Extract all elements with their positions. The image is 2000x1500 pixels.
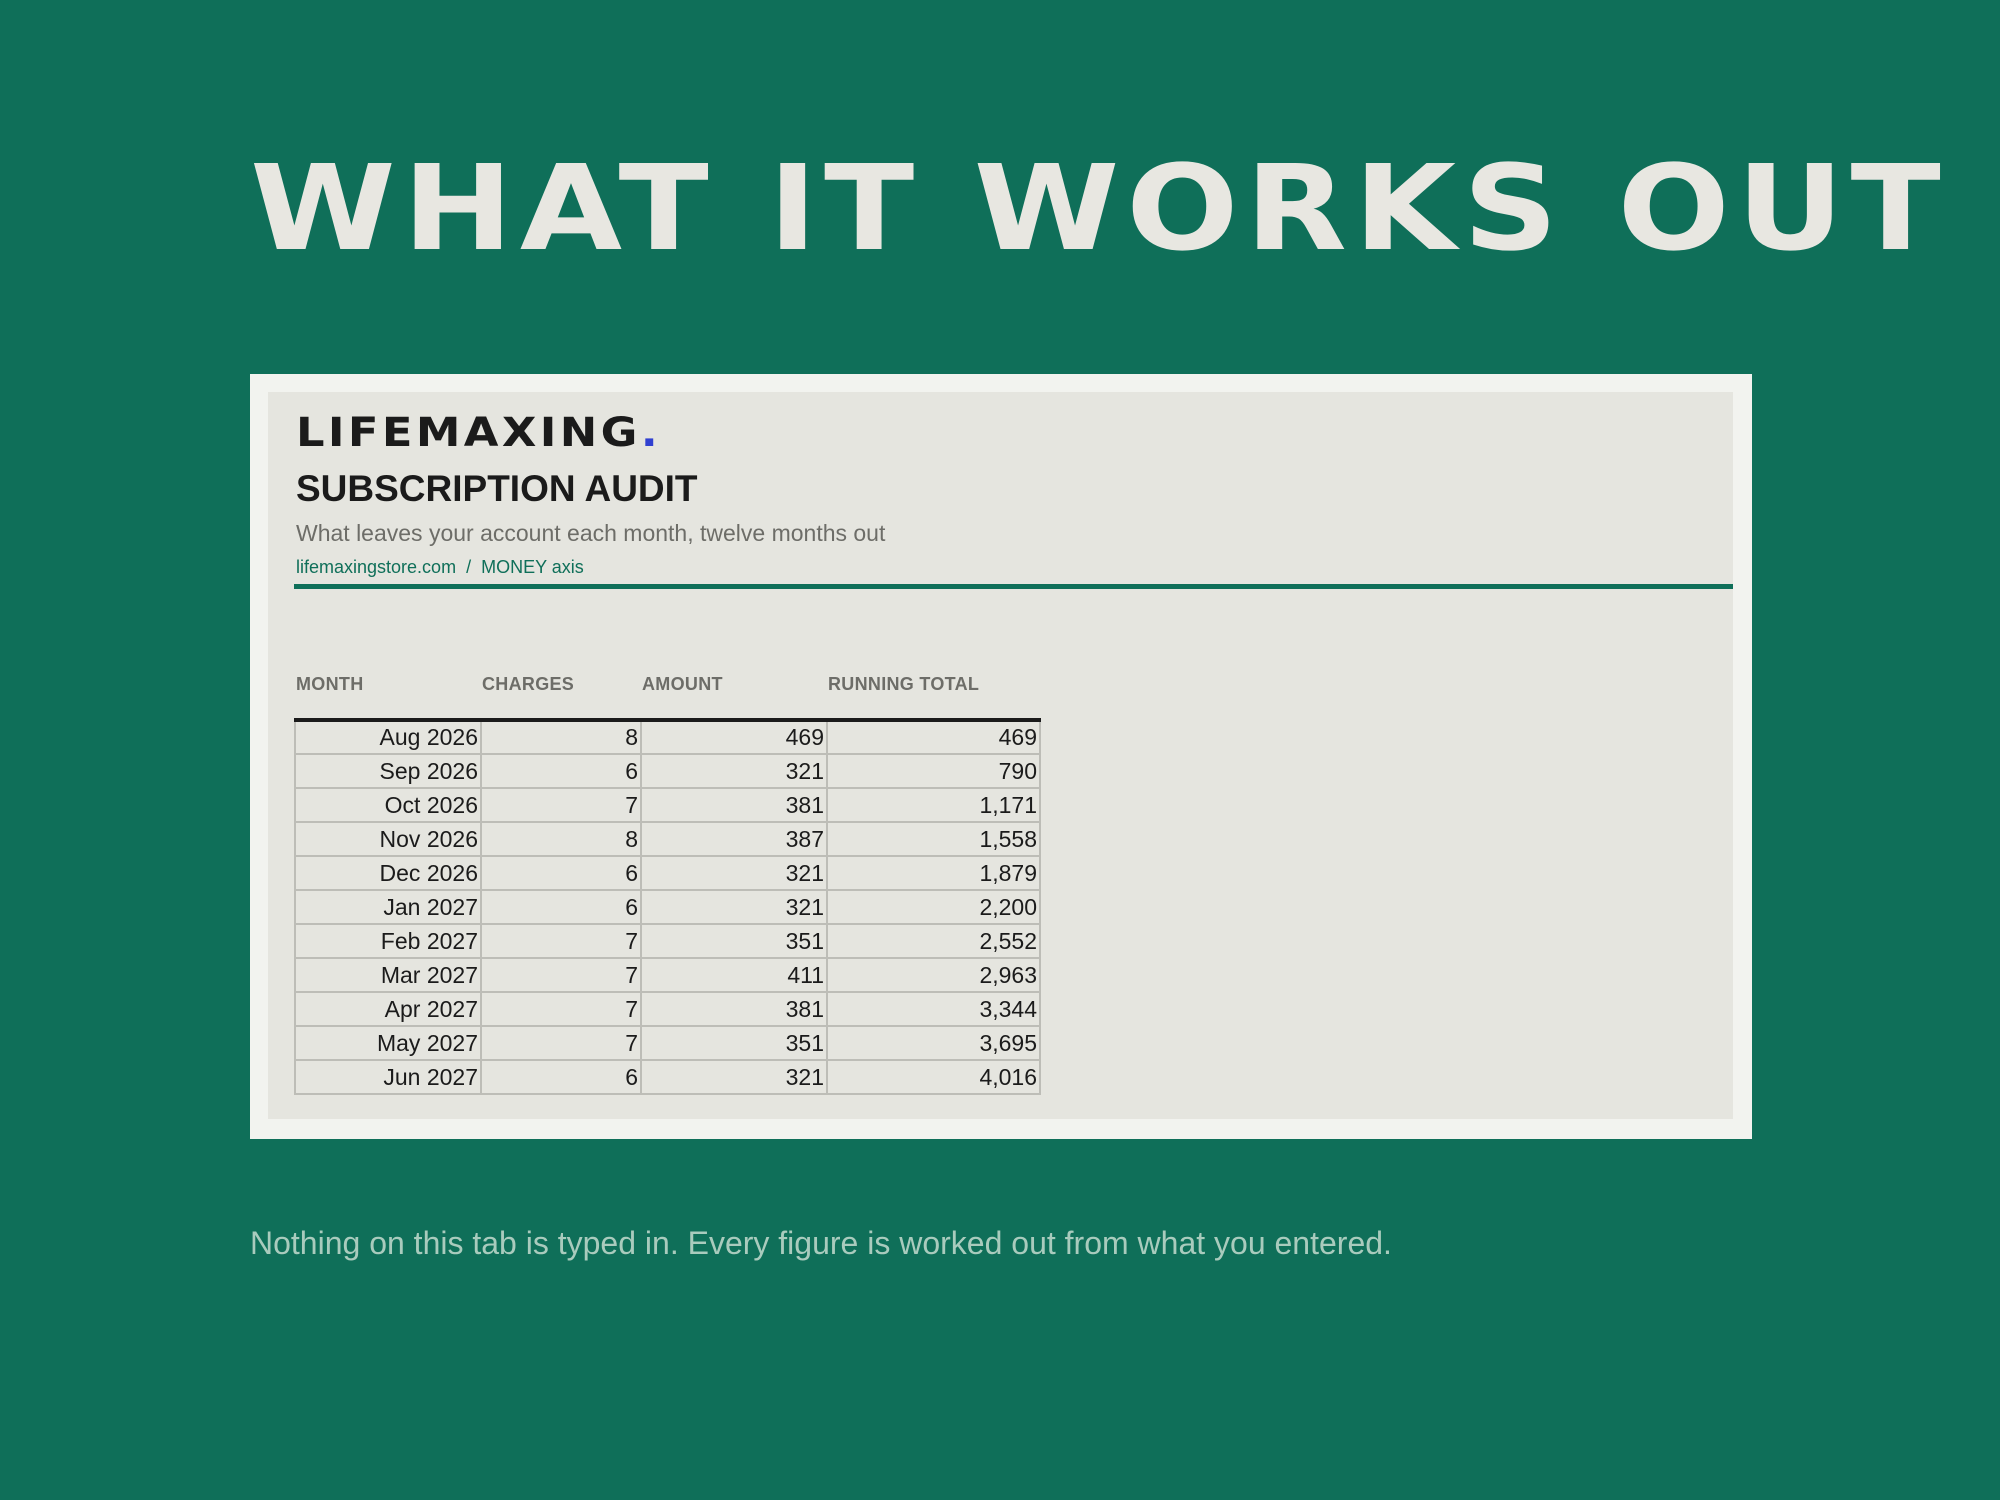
axis-link[interactable]: MONEY axis <box>481 557 584 577</box>
cell-amount[interactable]: 321 <box>641 890 827 924</box>
cell-charges[interactable]: 7 <box>481 788 641 822</box>
sheet-subtitle: What leaves your account each month, twelve months out <box>296 520 886 546</box>
cell-charges[interactable]: 6 <box>481 754 641 788</box>
cell-charges[interactable]: 7 <box>481 992 641 1026</box>
audit-table-body <box>295 720 1040 1094</box>
slide-headline: WHAT IT WORKS OUT <box>250 139 1948 277</box>
column-header-charges: CHARGES <box>482 674 575 694</box>
table-row <box>295 958 1040 992</box>
cell-amount[interactable]: 351 <box>641 924 827 958</box>
column-header-month: MONTH <box>296 674 364 694</box>
column-header-running-total: RUNNING TOTAL <box>828 674 980 694</box>
table-row <box>295 788 1040 822</box>
cell-month[interactable]: May 2027 <box>295 1026 481 1060</box>
cell-amount[interactable]: 321 <box>641 754 827 788</box>
table-row <box>295 856 1040 890</box>
site-link[interactable]: lifemaxingstore.com <box>296 557 457 577</box>
brand-logo <box>296 410 661 456</box>
cell-month[interactable]: Jun 2027 <box>295 1060 481 1094</box>
table-row <box>295 992 1040 1026</box>
cell-running-total[interactable]: 469 <box>827 720 1040 754</box>
cell-running-total[interactable]: 2,552 <box>827 924 1040 958</box>
cell-month[interactable]: Mar 2027 <box>295 958 481 992</box>
column-header-amount: AMOUNT <box>642 674 723 694</box>
cell-month[interactable]: Nov 2026 <box>295 822 481 856</box>
cell-amount[interactable]: 381 <box>641 992 827 1026</box>
table-row <box>295 890 1040 924</box>
table-row <box>295 822 1040 856</box>
cell-month[interactable]: Feb 2027 <box>295 924 481 958</box>
cell-amount[interactable]: 321 <box>641 1060 827 1094</box>
table-row <box>295 754 1040 788</box>
cell-charges[interactable]: 8 <box>481 720 641 754</box>
cell-month[interactable]: Apr 2027 <box>295 992 481 1026</box>
cell-charges[interactable]: 7 <box>481 958 641 992</box>
cell-month[interactable]: Sep 2026 <box>295 754 481 788</box>
cell-running-total[interactable]: 1,879 <box>827 856 1040 890</box>
cell-charges[interactable]: 6 <box>481 890 641 924</box>
cell-amount[interactable]: 351 <box>641 1026 827 1060</box>
brand-dot: . <box>640 410 662 456</box>
cell-running-total[interactable]: 4,016 <box>827 1060 1040 1094</box>
cell-amount[interactable]: 381 <box>641 788 827 822</box>
cell-running-total[interactable]: 1,558 <box>827 822 1040 856</box>
cell-amount[interactable]: 321 <box>641 856 827 890</box>
cell-running-total[interactable]: 790 <box>827 754 1040 788</box>
brand-name: LIFEMAXING <box>296 410 641 456</box>
header-divider <box>294 584 1733 589</box>
cell-month[interactable]: Dec 2026 <box>295 856 481 890</box>
cell-month[interactable]: Jan 2027 <box>295 890 481 924</box>
cell-charges[interactable]: 6 <box>481 856 641 890</box>
cell-running-total[interactable]: 1,171 <box>827 788 1040 822</box>
cell-month[interactable]: Aug 2026 <box>295 720 481 754</box>
spreadsheet-card <box>250 374 1752 1139</box>
table-row <box>295 720 1040 754</box>
table-row <box>295 1060 1040 1094</box>
cell-running-total[interactable]: 2,963 <box>827 958 1040 992</box>
audit-table <box>294 718 1041 1095</box>
cell-amount[interactable]: 387 <box>641 822 827 856</box>
cell-charges[interactable]: 7 <box>481 1026 641 1060</box>
cell-running-total[interactable]: 3,695 <box>827 1026 1040 1060</box>
cell-amount[interactable]: 469 <box>641 720 827 754</box>
table-row <box>295 1026 1040 1060</box>
cell-month[interactable]: Oct 2026 <box>295 788 481 822</box>
sheet-title: SUBSCRIPTION AUDIT <box>296 468 698 509</box>
cell-amount[interactable]: 411 <box>641 958 827 992</box>
cell-running-total[interactable]: 3,344 <box>827 992 1040 1026</box>
breadcrumb-separator: / <box>466 557 472 577</box>
spreadsheet-sheet <box>268 392 1733 1119</box>
cell-charges[interactable]: 8 <box>481 822 641 856</box>
cell-charges[interactable]: 6 <box>481 1060 641 1094</box>
cell-running-total[interactable]: 2,200 <box>827 890 1040 924</box>
table-row <box>295 924 1040 958</box>
slide-footnote: Nothing on this tab is typed in. Every figure is worked out from what you entered. <box>250 1225 1392 1261</box>
cell-charges[interactable]: 7 <box>481 924 641 958</box>
sheet-breadcrumb <box>296 557 584 578</box>
